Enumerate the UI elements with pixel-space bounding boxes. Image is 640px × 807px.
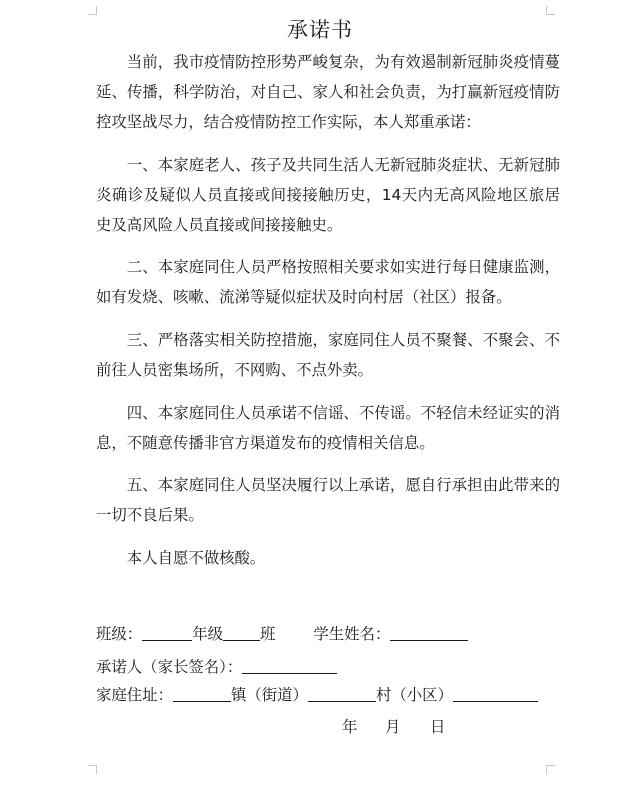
paragraph-item-1: 一、本家庭老人、孩子及共同生活人无新冠肺炎症状、无新冠肺炎确诊及疑似人员直接或间接接触历史，14天内无高风险地区旅居史及高风险人员直接或间接接触史。: [96, 155, 560, 234]
address-detail-blank[interactable]: [453, 686, 538, 702]
document-title: 承诺书: [287, 18, 353, 42]
ban-label: 班: [259, 625, 276, 643]
form-row-guardian: [96, 655, 566, 677]
student-name-label: 学生姓名：: [313, 625, 391, 643]
paragraph-item-4: 四、本家庭同住人员承诺不信谣、不传谣。不轻信未经证实的消息，不随意传播非官方渠道发布的疫情相关信息。: [96, 403, 560, 452]
address-label: 家庭住址：: [96, 686, 173, 704]
guardian-label: 承诺人（家长签名）：: [96, 658, 243, 676]
class-number-blank[interactable]: [223, 625, 260, 641]
paragraph-item-2: 二、本家庭同住人员严格按照相关要求如实进行每日健康监测，如有发烧、咳嗽、流涕等疑似症状及时向村居（社区）报备。: [96, 258, 560, 307]
document-body: [96, 47, 560, 586]
village-blank[interactable]: [308, 686, 376, 702]
guardian-signature-blank[interactable]: [242, 658, 337, 674]
grade-blank[interactable]: [142, 625, 192, 641]
town-label: 镇（街道）: [230, 686, 308, 704]
paragraph-item-3: 三、严格落实相关防控措施，家庭同住人员不聚餐、不聚会、不前往人员密集场所，不网购、不点外卖。: [96, 331, 560, 380]
form-row-address: [96, 683, 566, 705]
grade-label: 年级: [192, 625, 223, 643]
paragraph-closing: 本人自愿不做核酸。: [126, 549, 266, 568]
page-corner-mark-bottom-right: [546, 765, 555, 774]
date-month: 月: [385, 718, 401, 736]
class-label: 班级：: [96, 625, 143, 643]
date-year: 年: [342, 718, 358, 736]
date-day: 日: [430, 718, 446, 736]
paragraph-intro: 当前，我市疫情防控形势严峻复杂，为有效遏制新冠肺炎疫情蔓延、传播，科学防治，对自己、家人和社会负责，为打赢新冠疫情防控攻坚战尽力，结合疫情防控工作实际，本人郑重承诺：: [96, 53, 560, 131]
village-label: 村（小区）: [375, 686, 453, 704]
page-corner-mark-bottom-left: [88, 765, 97, 774]
student-name-blank[interactable]: [390, 625, 468, 641]
paragraph-item-5: 五、本家庭同住人员坚决履行以上承诺，愿自行承担由此带来的一切不良后果。: [96, 476, 560, 525]
form-row-class: [96, 622, 566, 644]
town-blank[interactable]: [173, 686, 231, 702]
